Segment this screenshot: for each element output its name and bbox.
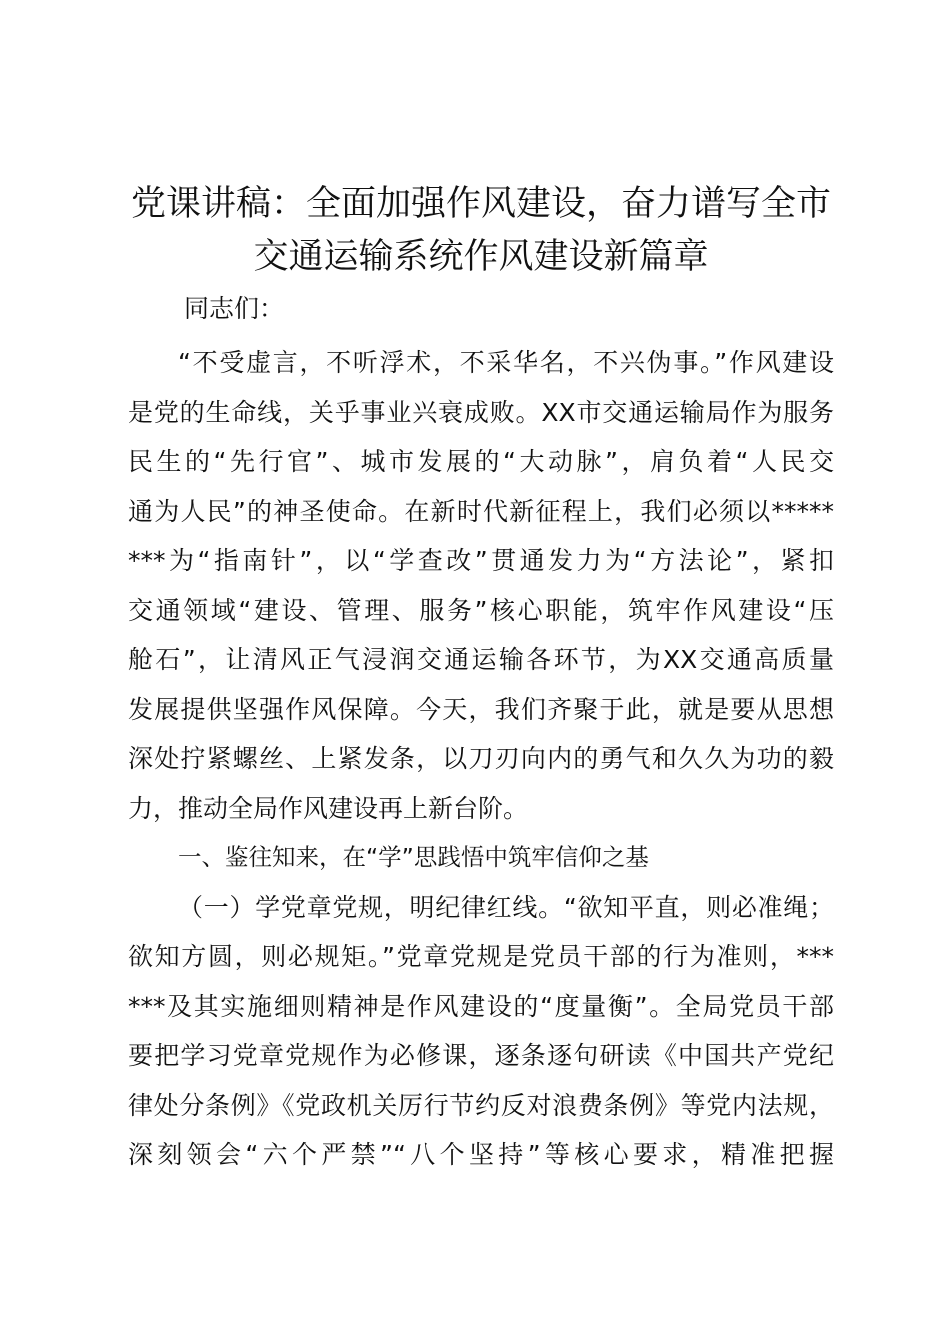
paragraph-line: 舱石”，让清风正气浸润交通运输各环节，为XX交通高质量 <box>128 645 834 674</box>
section-heading: 一、鉴往知来，在“学”思践悟中筑牢信仰之基 <box>178 843 649 871</box>
paragraph-line: （一）学党章党规，明纪律红线。“欲知平直，则必准绳； <box>178 892 834 922</box>
title-line: 交通运输系统作风建设新篇章 <box>253 237 709 277</box>
document-page <box>128 178 834 1180</box>
paragraph-line: ***及其实施细则精神是作风建设的“度量衡”。全局党员干部 <box>128 991 834 1021</box>
paragraph-line: “不受虚言，不听浮术，不采华名，不兴伪事。”作风建设 <box>178 348 834 377</box>
paragraph-line: 发展提供坚强作风保障。今天，我们齐聚于此，就是要从思想 <box>128 694 834 724</box>
paragraph-line: 是党的生命线，关乎事业兴衰成败。XX市交通运输局作为服务 <box>128 397 834 427</box>
paragraph-line: 民生的“先行官”、城市发展的“大动脉”，肩负着“人民交 <box>128 447 834 476</box>
subsection-paragraph <box>128 883 834 1180</box>
opening-paragraph <box>128 338 834 833</box>
paragraph-line: 交通领域“建设、管理、服务”核心职能，筑牢作风建设“压 <box>128 595 834 625</box>
paragraph-line: 要把学习党章党规作为必修课，逐条逐句研读《中国共产党纪 <box>128 1041 834 1070</box>
paragraph-line: 力，推动全局作风建设再上新台阶。 <box>128 793 529 823</box>
paragraph-line: 深处拧紧螺丝、上紧发条，以刀刃向内的勇气和久久为功的毅 <box>128 744 834 773</box>
paragraph-line: 律处分条例》《党政机关厉行节约反对浪费条例》等党内法规， <box>128 1090 834 1120</box>
paragraph-line: 通为人民”的神圣使命。在新时代新征程上，我们必须以***** <box>128 496 834 526</box>
salutation: 同志们： <box>184 294 285 323</box>
title-line: 党课讲稿：全面加强作风建设，奋力谱写全市 <box>130 184 831 224</box>
paragraph-line: 深刻领会“六个严禁”“八个坚持”等核心要求，精准把握 <box>128 1140 834 1169</box>
paragraph-line: 欲知方圆，则必规矩。”党章党规是党员干部的行为准则，*** <box>128 942 834 971</box>
document-title <box>128 178 834 284</box>
paragraph-line: ***为“指南针”，以“学查改”贯通发力为“方法论”，紧扣 <box>128 546 834 575</box>
